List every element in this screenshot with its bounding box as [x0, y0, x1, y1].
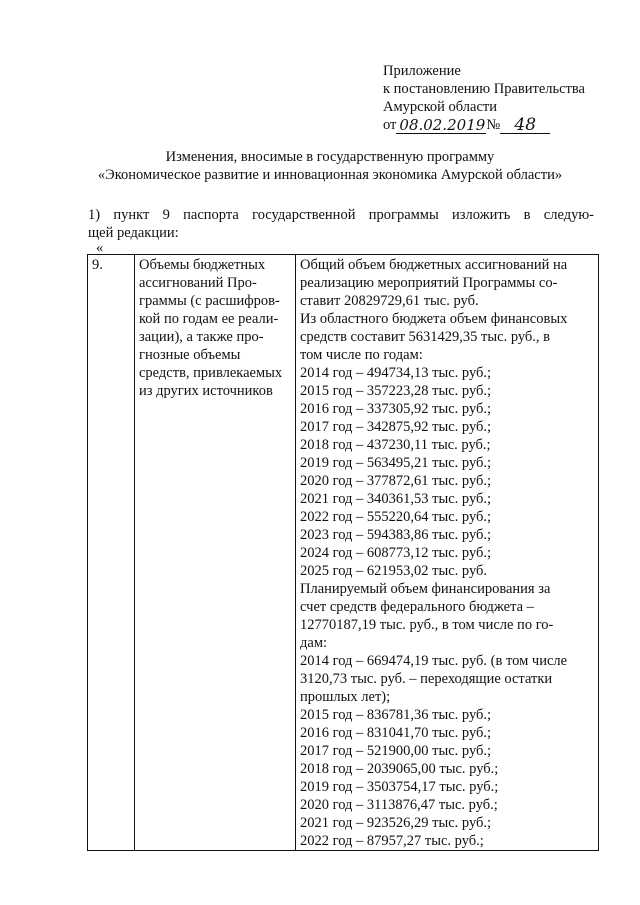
annex-reference: к постановлению Правительства [383, 81, 585, 97]
content-line: том числе по годам: [300, 347, 423, 363]
content-line: 2014 год – 669474,19 тыс. руб. (в том числе [300, 653, 568, 669]
content-line: дам: [300, 635, 328, 651]
row-label-cell [135, 255, 296, 851]
content-line: 2022 год – 87957,27 тыс. руб.; [300, 833, 484, 849]
label-line: средств, привлекаемых [139, 365, 283, 381]
handwritten-number: 48 [500, 117, 550, 134]
opening-quote: « [96, 240, 104, 256]
content-line: 2023 год – 594383,86 тыс. руб.; [300, 527, 492, 543]
content-line: 2016 год – 337305,92 тыс. руб.; [300, 401, 492, 417]
content-line: 2014 год – 494734,13 тыс. руб.; [300, 365, 492, 381]
content-line: 3120,73 тыс. руб. – переходящие остатки [300, 671, 553, 687]
content-line: 2018 год – 437230,11 тыс. руб.; [300, 437, 491, 453]
handwritten-date: 08.02.2019 [396, 117, 486, 134]
content-line: 2020 год – 377872,61 тыс. руб.; [300, 473, 492, 489]
content-line: реализацию мероприятий Программы со- [300, 275, 558, 291]
content-line: 2025 год – 621953,02 тыс. руб. [300, 563, 488, 579]
row-content-cell [296, 255, 599, 851]
label-line: ассигнований Про- [139, 275, 257, 291]
content-line: 2019 год – 3503754,17 тыс. руб.; [300, 779, 499, 795]
label-line: граммы (с расшифров- [139, 293, 280, 309]
content-line: 2017 год – 521900,00 тыс. руб.; [300, 743, 492, 759]
date-prefix: от [383, 117, 397, 133]
label-line: Объемы бюджетных [139, 257, 266, 273]
document-title [60, 148, 600, 184]
content-line: 2021 год – 340361,53 тыс. руб.; [300, 491, 492, 507]
content-line: 2017 год – 342875,92 тыс. руб.; [300, 419, 492, 435]
content-line: Из областного бюджета объем финансовых [300, 311, 568, 327]
content-line: 2021 год – 923526,29 тыс. руб.; [300, 815, 492, 831]
table-row [88, 255, 599, 851]
intro-paragraph-line-1: 1) пункт 9 паспорта государственной программы изложить в следую- [88, 207, 594, 223]
content-line: 2024 год – 608773,12 тыс. руб.; [300, 545, 492, 561]
label-line: из других источников [139, 383, 273, 399]
content-line: 2015 год – 836781,36 тыс. руб.; [300, 707, 492, 723]
content-line: 12770187,19 тыс. руб., в том числе по го- [300, 617, 554, 633]
title-line-1: Изменения, вносимые в государственную программу [165, 149, 495, 165]
row-number-cell: 9. [88, 255, 135, 851]
content-line: средств составит 5631429,35 тыс. руб., в [300, 329, 551, 345]
intro-paragraph-line-2: щей редакции: [88, 225, 179, 241]
annex-title: Приложение [383, 63, 461, 79]
number-sign: № [486, 117, 501, 133]
content-line: 2018 год – 2039065,00 тыс. руб.; [300, 761, 499, 777]
title-line-2: «Экономическое развитие и инновационная экономика Амурской области» [97, 167, 563, 183]
label-line: гнозные объемы [139, 347, 241, 363]
content-line: Общий объем бюджетных ассигнований на [300, 257, 568, 273]
label-line: зации), а также про- [139, 329, 264, 345]
content-line: Планируемый объем финансирования за [300, 581, 551, 597]
annex-region: Амурской области [383, 99, 497, 115]
annex-date-line [383, 116, 613, 134]
content-line: счет средств федерального бюджета – [300, 599, 534, 615]
content-line: 2015 год – 357223,28 тыс. руб.; [300, 383, 492, 399]
content-line: 2022 год – 555220,64 тыс. руб.; [300, 509, 492, 525]
label-line: кой по годам ее реали- [139, 311, 279, 327]
passport-table [87, 254, 599, 851]
content-line: прошлых лет); [300, 689, 391, 705]
annex-header [383, 62, 613, 134]
content-line: 2016 год – 831041,70 тыс. руб.; [300, 725, 492, 741]
content-line: ставит 20829729,61 тыс. руб. [300, 293, 479, 309]
content-line: 2020 год – 3113876,47 тыс. руб.; [300, 797, 498, 813]
content-line: 2019 год – 563495,21 тыс. руб.; [300, 455, 492, 471]
